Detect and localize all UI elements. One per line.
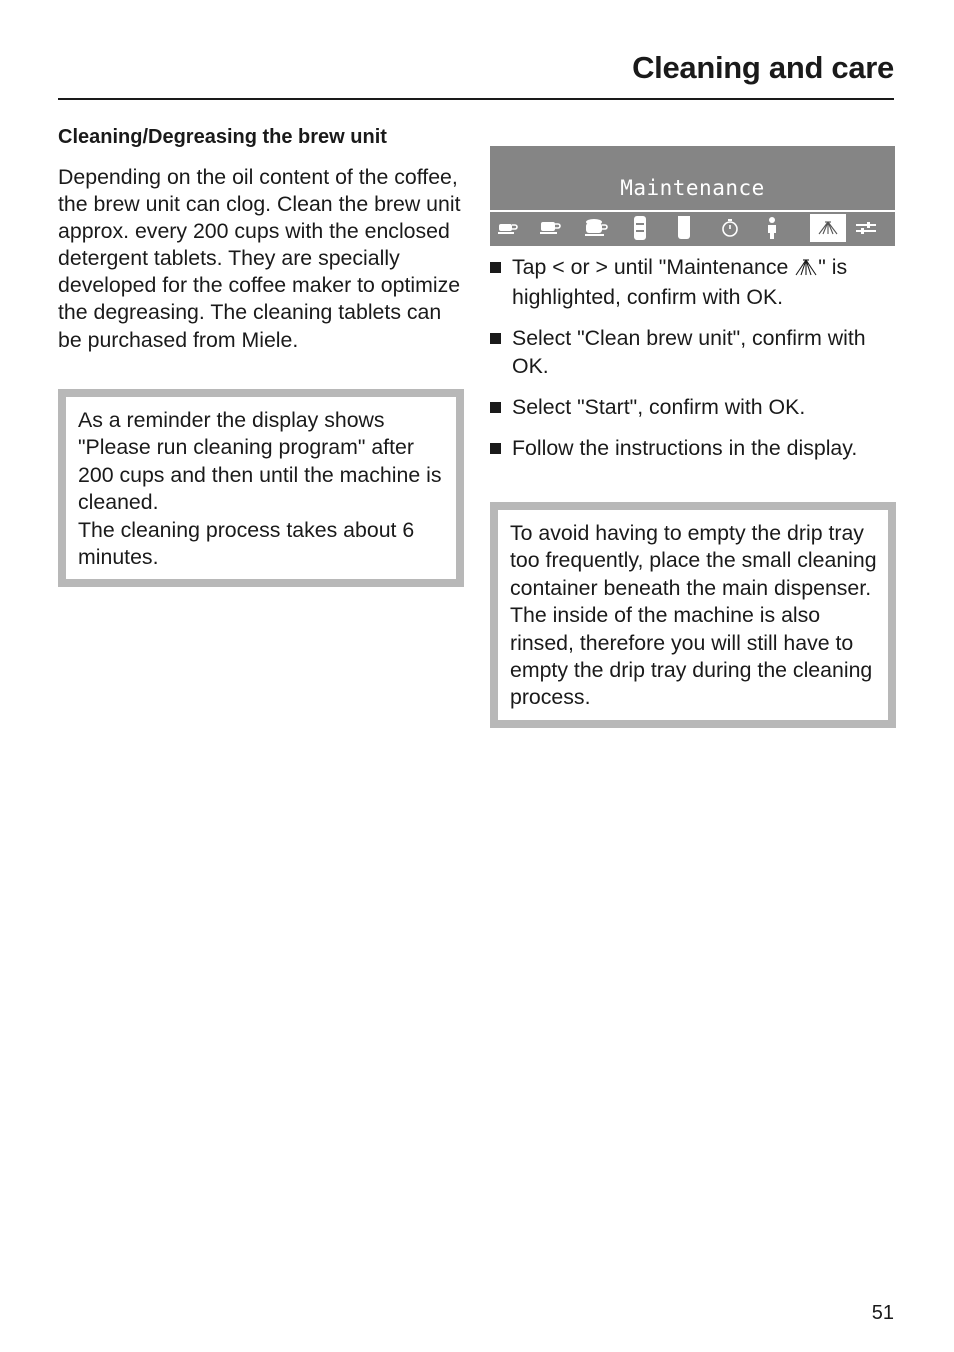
display-title: Maintenance <box>620 176 765 200</box>
maintenance-inline-icon <box>794 257 818 284</box>
latte-macchiato-icon <box>622 214 658 242</box>
coffee-icon <box>532 214 568 242</box>
maintenance-icon <box>810 214 846 242</box>
drip-tray-note-text: To avoid having to empty the drip tray too frequently, place the small cleaning container beneath the main dispenser. <box>510 521 877 600</box>
display-icon-row <box>490 212 895 246</box>
hot-milk-icon <box>666 214 702 242</box>
step-item: Select "Clean brew unit", confirm with OK. <box>490 325 896 380</box>
header-divider <box>58 98 894 100</box>
cappuccino-icon <box>578 214 614 242</box>
drip-tray-note-box <box>490 502 896 728</box>
step-item: Select "Start", confirm with OK. <box>490 394 896 421</box>
espresso-icon <box>490 214 526 242</box>
intro-paragraph: Depending on the oil content of the coffee, the brew unit can clog. Clean the brew unit approx. every 200 cups with the enclosed detergent tablets. They are specially developed for the coffee maker to optimize the degreasing. The cleaning tablets can be purchased from Miele. <box>58 165 461 352</box>
machine-display <box>490 146 895 246</box>
settings-icon <box>848 214 884 242</box>
left-column <box>58 124 464 354</box>
step-item <box>490 254 896 312</box>
cleaning-duration-text: The cleaning process takes about 6 minutes. <box>78 517 415 570</box>
page-title: Cleaning and care <box>632 50 894 85</box>
step-item: Follow the instructions in the display. <box>490 435 896 462</box>
section-heading: Cleaning/Degreasing the brew unit <box>58 126 387 148</box>
rinse-note-text: The inside of the machine is also rinsed, therefore you will still have to empty the drip tray during the cleaning process. <box>510 603 873 710</box>
right-column <box>490 146 896 475</box>
step1-text-start: Tap < or > until "Maintenance <box>512 255 795 279</box>
timer-icon <box>712 214 748 242</box>
page-number: 51 <box>871 1302 894 1324</box>
step1-text-end: " is highlighted, confirm with OK. <box>512 255 848 310</box>
instruction-steps <box>490 254 896 462</box>
person-icon <box>754 214 790 242</box>
reminder-note-box <box>58 389 464 587</box>
reminder-note-text: As a reminder the display shows "Please run cleaning program" after 200 cups and then until the machine is cleaned. <box>78 408 442 515</box>
